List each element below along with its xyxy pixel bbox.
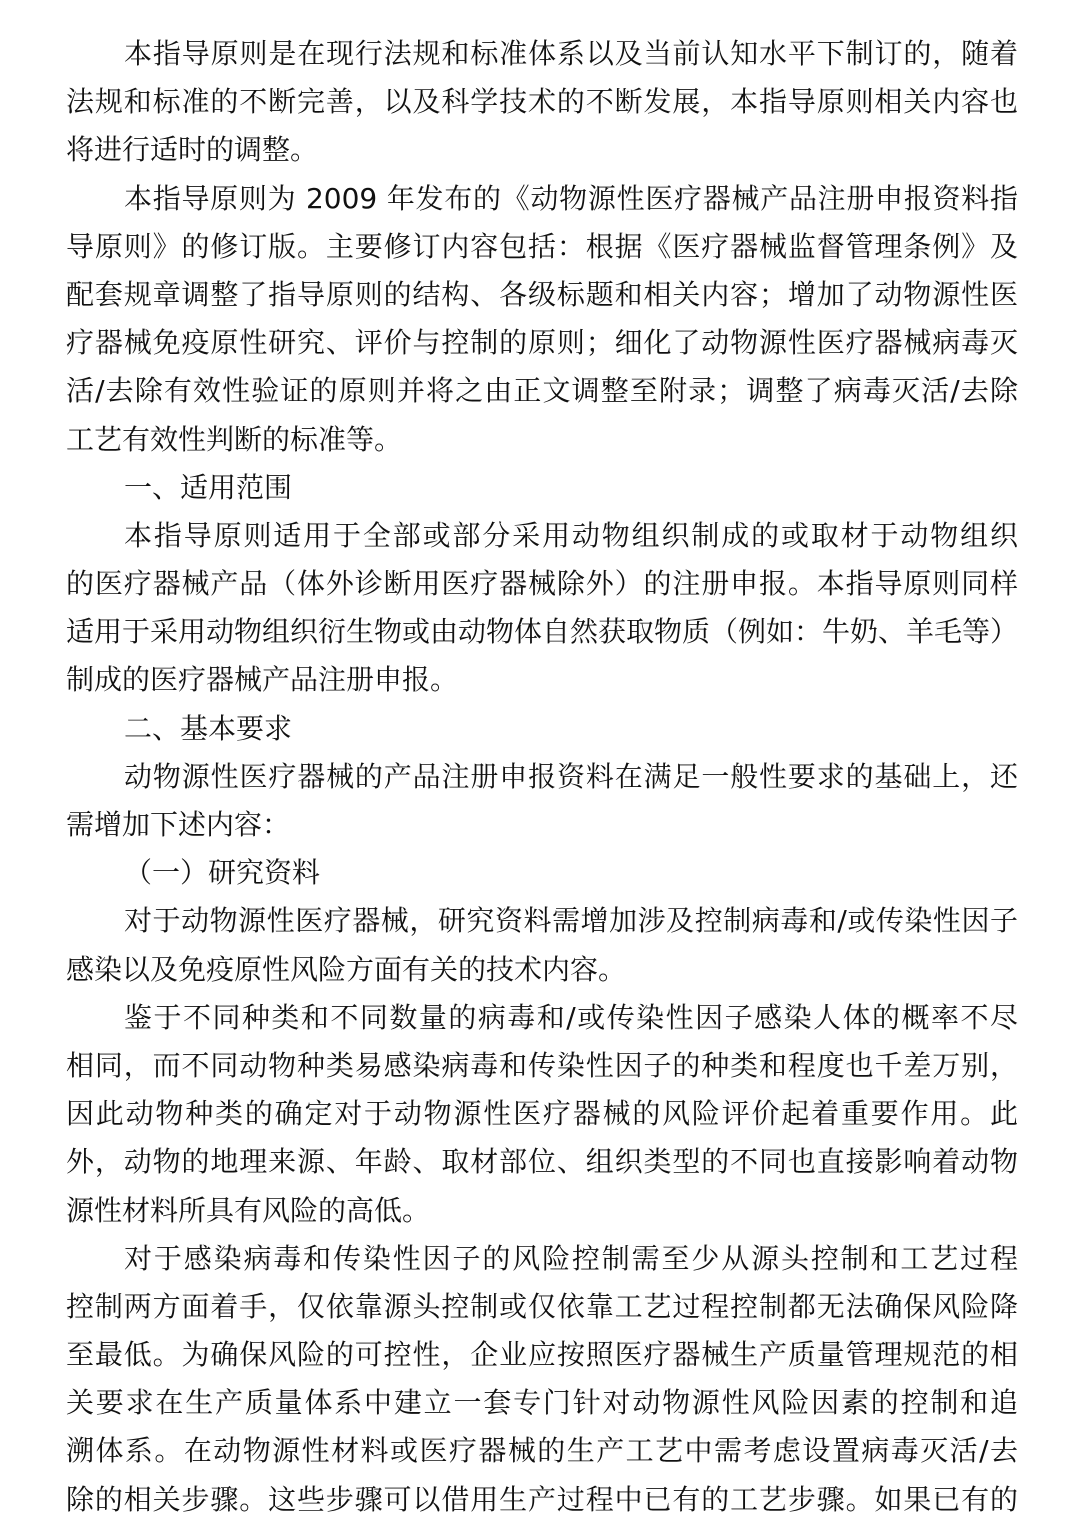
text-line: 本指导原则是在现行法规和标准体系以及当前认知水平下制订的，随着 bbox=[124, 37, 1018, 70]
subsection-heading bbox=[66, 849, 1018, 897]
paragraph bbox=[66, 512, 1018, 705]
text-line: 本指导原则为 2009 年发布的《动物源性医疗器械产品注册申报资料指 bbox=[124, 181, 1018, 215]
section-heading bbox=[66, 705, 1018, 753]
text-line: 制成的医疗器械产品注册申报。 bbox=[66, 663, 459, 697]
text-line: 动物源性医疗器械的产品注册申报资料在满足一般性要求的基础上，还 bbox=[124, 759, 1018, 793]
paragraph bbox=[66, 1235, 1018, 1524]
text-line: 工艺有效性判断的标准等。 bbox=[66, 422, 403, 456]
section-heading bbox=[66, 464, 1018, 512]
text-line: 将进行适时的调整。 bbox=[66, 133, 319, 167]
text-line: 对于感染病毒和传染性因子的风险控制需至少从源头控制和工艺过程 bbox=[124, 1241, 1018, 1275]
text-line: 需增加下述内容： bbox=[66, 808, 291, 841]
text-line: 控制两方面着手，仅依靠源头控制或仅依靠工艺过程控制都无法确保风险降 bbox=[66, 1289, 1018, 1323]
paragraph bbox=[66, 994, 1018, 1235]
text-line: 导原则》的修订版。主要修订内容包括：根据《医疗器械监督管理条例》及 bbox=[66, 229, 1018, 263]
text-line: 对于动物源性医疗器械，研究资料需增加涉及控制病毒和/或传染性因子 bbox=[124, 904, 1018, 938]
paragraph bbox=[66, 30, 1018, 175]
text-line: 适用于采用动物组织衍生物或由动物体自然获取物质（例如：牛奶、羊毛等） bbox=[66, 615, 1018, 649]
paragraph bbox=[66, 753, 1018, 849]
text-line: 至最低。为确保风险的可控性，企业应按照医疗器械生产质量管理规范的相 bbox=[66, 1338, 1018, 1372]
text-line: 关要求在生产质量体系中建立一套专门针对动物源性风险因素的控制和追 bbox=[66, 1386, 1018, 1420]
text-line: 除的相关步骤。这些步骤可以借用生产过程中已有的工艺步骤。如果已有的 bbox=[66, 1482, 1018, 1516]
heading-text: 二、基本要求 bbox=[124, 711, 293, 745]
text-line: 本指导原则适用于全部或部分采用动物组织制成的或取材于动物组织 bbox=[124, 518, 1018, 552]
text-line: 相同，而不同动物种类易感染病毒和传染性因子的种类和程度也千差万别， bbox=[66, 1048, 1018, 1082]
text-line: 溯体系。在动物源性材料或医疗器械的生产工艺中需考虑设置病毒灭活/去 bbox=[66, 1434, 1018, 1468]
paragraph bbox=[66, 175, 1018, 464]
heading-text: （一）研究资料 bbox=[124, 856, 321, 890]
text-line: 鉴于不同种类和不同数量的病毒和/或传染性因子感染人体的概率不尽 bbox=[124, 1000, 1018, 1034]
heading-text: 一、适用范围 bbox=[124, 470, 293, 504]
text-line: 感染以及免疫原性风险方面有关的技术内容。 bbox=[66, 952, 627, 986]
text-line: 因此动物种类的确定对于动物源性医疗器械的风险评价起着重要作用。此 bbox=[66, 1097, 1018, 1131]
text-line: 活/去除有效性验证的原则并将之由正文调整至附录；调整了病毒灭活/去除 bbox=[66, 374, 1018, 408]
text-line: 疗器械免疫原性研究、评价与控制的原则；细化了动物源性医疗器械病毒灭 bbox=[66, 326, 1018, 360]
text-line: 源性材料所具有风险的高低。 bbox=[66, 1193, 431, 1227]
text-line: 配套规章调整了指导原则的结构、各级标题和相关内容；增加了动物源性医 bbox=[66, 277, 1018, 311]
text-line: 法规和标准的不断完善，以及科学技术的不断发展，本指导原则相关内容也 bbox=[66, 85, 1018, 119]
text-line: 外，动物的地理来源、年龄、取材部位、组织类型的不同也直接影响着动物 bbox=[66, 1145, 1018, 1179]
paragraph bbox=[66, 897, 1018, 993]
text-line: 的医疗器械产品（体外诊断用医疗器械除外）的注册申报。本指导原则同样 bbox=[66, 567, 1018, 601]
